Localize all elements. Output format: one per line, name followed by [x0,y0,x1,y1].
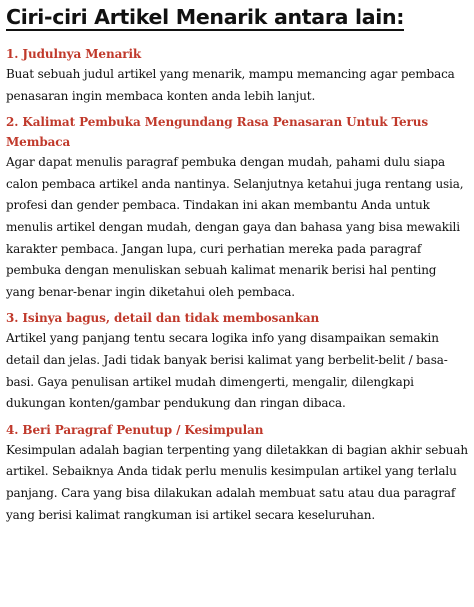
section-heading: 3. Isinya bagus, detail dan tidak membosankan [6,311,320,326]
section-heading: 4. Beri Paragraf Penutup / Kesimpulan [6,422,264,437]
section-body: Agar dapat menulis paragraf pembuka dengan mudah, pahami dulu siapa calon pembaca artikel anda nantinya. Selanjutnya ketahui juga rentang usia, profesi dan gender pembaca. Tindakan ini akan membantu Anda untuk menulis artikel dengan mudah, dengan gaya dan bahasa yang bisa mewakili karakter pembaca. Jangan lupa, curi perhatian mereka pada paragraf pembuka dengan menuliskan sebuah kalimat menarik berisi hal penting yang benar-benar ingin diketahui oleh pembaca. [6,155,464,299]
section-body: Buat sebuah judul artikel yang menarik, mampu memancing agar pembaca penasaran ingin membaca konten anda lebih lanjut. [6,67,455,103]
section-kalimat-pembuka [6,112,468,303]
section-body: Kesimpulan adalah bagian terpenting yang diletakkan di bagian akhir sebuah artikel. Sebaiknya Anda tidak perlu menulis kesimpulan artikel yang terlalu panjang. Cara yang bisa dilakukan adalah membuat satu atau dua paragraf yang berisi kalimat rangkuman isi artikel secara keseluruhan. [6,442,468,522]
section-heading: 1. Judulnya Menarik [6,47,142,61]
page-title [6,4,468,30]
section-body: Artikel yang panjang tentu secara logika info yang disampaikan semakin detail dan jelas. Jadi tidak banyak berisi kalimat yang berbelit-belit / basa-basi. Gaya penulisan artikel mudah dimengerti, mengalir, dilengkapi dukungan konten/gambar pendukung dan ringan dibaca. [6,331,448,411]
section-paragraf-penutup [6,420,468,526]
section-judul-menarik [6,44,468,107]
page-title-text: Ciri-ciri Artikel Menarik antara lain: [6,5,405,29]
section-heading: 2. Kalimat Pembuka Mengundang Rasa Penasaran Untuk Terus Membaca [6,115,429,150]
section-isi-bagus [6,308,468,414]
